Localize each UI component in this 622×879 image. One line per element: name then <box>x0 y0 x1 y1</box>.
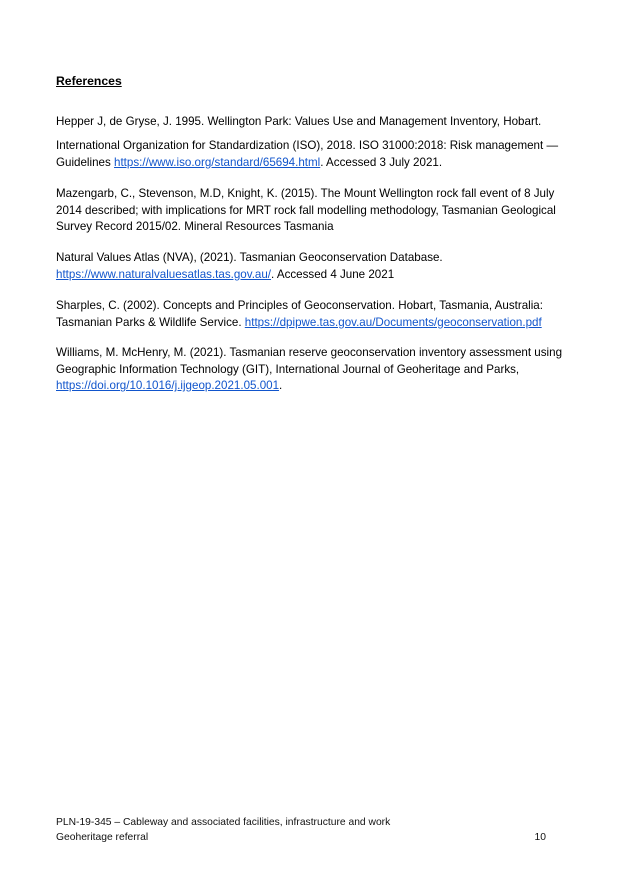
page-footer <box>56 815 546 845</box>
reference-williams <box>56 345 562 395</box>
reference-text-line <box>56 315 543 332</box>
reference-text: Sharples, C. (2002). Concepts and Principles of Geoconservation. Hobart, Tasmania, Australia: <box>56 299 543 312</box>
reference-text-line <box>56 378 562 395</box>
reference-text: . Accessed 3 July 2021. <box>320 155 443 169</box>
reference-text: Tasmanian Parks & Wildlife Service. <box>56 315 245 329</box>
reference-text-line <box>56 155 558 172</box>
references-heading: References <box>56 74 122 88</box>
reference-text: . <box>279 379 283 393</box>
page-number: 10 <box>534 832 546 843</box>
reference-text: Geographic Information Technology (GIT), International Journal of Geoheritage and Parks, <box>56 362 520 376</box>
reference-text: Mazengarb, C., Stevenson, M.D, Knight, K. (2015). The Mount Wellington rock fall event of 8 July <box>56 187 555 200</box>
reference-iso <box>56 138 558 171</box>
reference-sharples <box>56 298 543 331</box>
geoconservation-pdf-link[interactable]: https://dpipwe.tas.gov.au/Documents/geoconservation.pdf <box>244 315 542 329</box>
footer-section-name: Geoheritage referral <box>56 832 149 843</box>
reference-text: Survey Record 2015/02. Mineral Resources Tasmania <box>56 220 334 234</box>
reference-text: Williams, M. McHenry, M. (2021). Tasmanian reserve geoconservation inventory assessment using <box>56 346 563 359</box>
reference-text: Hepper J, de Gryse, J. 1995. Wellington Park: Values Use and Management Inventory, Hobart. <box>56 115 542 128</box>
reference-mazengarb <box>56 186 556 236</box>
doi-link[interactable]: https://doi.org/10.1016/j.ijgeop.2021.05.001 <box>56 379 280 393</box>
reference-text: . Accessed 4 June 2021 <box>271 267 395 281</box>
reference-text: International Organization for Standardization (ISO), 2018. ISO 31000:2018: Risk management — <box>56 139 559 152</box>
natural-values-atlas-link[interactable]: https://www.naturalvaluesatlas.tas.gov.au/ <box>56 267 272 281</box>
reference-text: Natural Values Atlas (NVA), (2021). Tasmanian Geoconservation Database. <box>56 251 443 264</box>
footer-document-title: PLN-19-345 – Cableway and associated facilities, infrastructure and work <box>56 817 391 828</box>
iso-standard-link[interactable]: https://www.iso.org/standard/65694.html <box>114 155 321 169</box>
reference-hepper <box>56 114 541 131</box>
reference-text: 2014 described; with implications for MRT rock fall modelling methodology, Tasmanian Geological <box>56 203 556 217</box>
reference-text-line <box>56 267 443 284</box>
reference-nva <box>56 250 443 283</box>
reference-text: Guidelines <box>56 155 115 169</box>
